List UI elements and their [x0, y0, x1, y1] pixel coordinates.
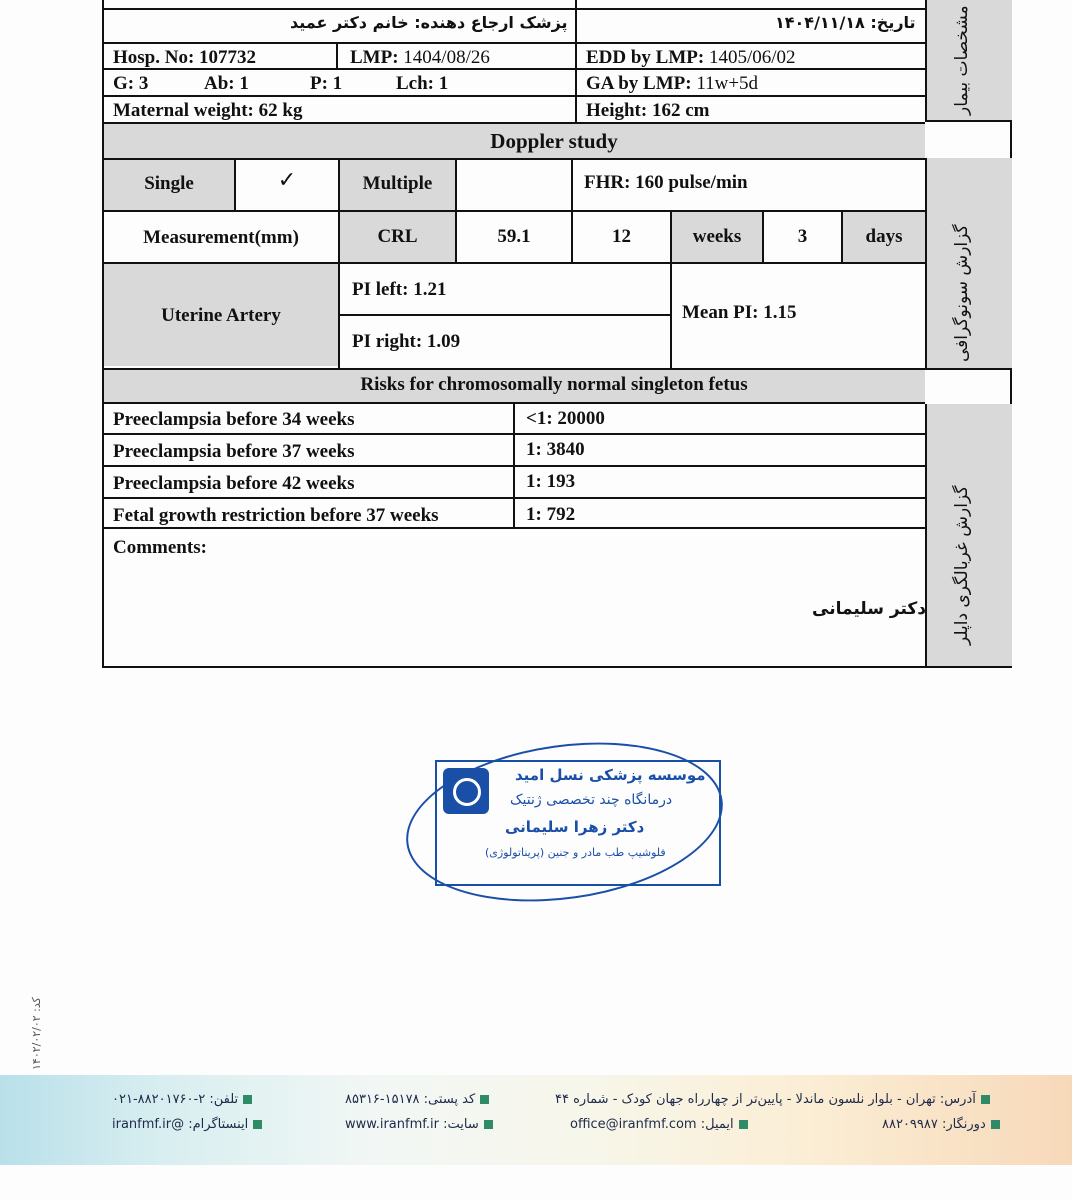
- footer-fax: دورنگار: ۸۸۲۰۹۹۸۷: [882, 1117, 1000, 1132]
- margin-code: کد: ۱۴۰۲/۰۲/۰۲: [30, 997, 43, 1070]
- clinic-stamp: [405, 740, 725, 900]
- footer-site: سایت: www.iranfmf.ir: [345, 1117, 493, 1132]
- single-label: Single: [144, 173, 194, 194]
- lmp: 1404/08/26: [403, 47, 490, 68]
- stamp-line-2: درمانگاه چند تخصصی ژنتیک: [510, 792, 673, 808]
- para: P: 1: [310, 73, 343, 94]
- footer-phone: تلفن: ۲-۸۸۲۰۱۷۶۰-۰۲۱: [112, 1092, 252, 1107]
- maternal-weight: Maternal weight: 62 kg: [113, 100, 303, 121]
- crl-value: 59.1: [497, 226, 531, 247]
- multiple-label: Multiple: [362, 173, 433, 194]
- risk-label: Preeclampsia before 37 weeks: [113, 441, 355, 462]
- days-value: 3: [797, 226, 808, 247]
- weeks-value: 12: [612, 226, 631, 247]
- abortion: Ab: 1: [204, 73, 249, 94]
- pi-right: PI right: 1.09: [352, 331, 461, 352]
- side-label-patient: مشخصات بیمار: [952, 5, 972, 115]
- footer-email: ایمیل: office@iranfmf.com: [570, 1117, 748, 1132]
- stamp-logo-icon: [443, 768, 489, 814]
- days-label: days: [865, 226, 903, 247]
- footer-postal: کد پستی: ۱۵۱۷۸-۸۵۳۱۶: [345, 1092, 489, 1107]
- hosp-no: 107732: [199, 47, 257, 68]
- stamp-line-3: دکتر زهرا سلیمانی: [505, 818, 645, 836]
- footer-address: آدرس: تهران - بلوار نلسون ماندلا - پایین‌تر از چهارراه جهان کودک - شماره ۴۴: [555, 1092, 990, 1107]
- comments-label: Comments:: [113, 537, 207, 558]
- risk-value: 1: 3840: [526, 439, 585, 460]
- side-label-sonography: گزارش سونوگرافی: [952, 224, 972, 362]
- edd-label: EDD by LMP:: [586, 47, 705, 68]
- referring-doctor: پزشک ارجاع دهنده: خانم دکتر عمید: [290, 13, 568, 32]
- weeks-label: weeks: [692, 226, 742, 247]
- hosp-no-label: Hosp. No:: [113, 47, 195, 68]
- pi-left: PI left: 1.21: [352, 279, 447, 300]
- stamp-line-1: موسسه پزشکی نسل امید: [515, 766, 706, 784]
- risk-label: Preeclampsia before 34 weeks: [113, 409, 355, 430]
- risk-label: Preeclampsia before 42 weeks: [113, 473, 355, 494]
- uterine-artery-label: Uterine Artery: [161, 305, 281, 326]
- risk-label: Fetal growth restriction before 37 weeks: [113, 505, 439, 526]
- living-children: Lch: 1: [396, 73, 449, 94]
- crl-label: CRL: [377, 226, 418, 247]
- edd: 1405/06/02: [708, 47, 796, 68]
- risks-title: Risks for chromosomally normal singleton fetus: [360, 374, 748, 395]
- risk-value: <1: 20000: [526, 408, 605, 429]
- mean-pi: Mean PI: 1.15: [682, 302, 797, 323]
- single-check-mark: ✓: [277, 168, 297, 193]
- stamp-line-4: فلوشیپ طب مادر و جنین (پریناتولوژی): [485, 846, 666, 859]
- ga-label: GA by LMP:: [586, 73, 692, 94]
- signature-name: دکتر سلیمانی: [812, 599, 927, 619]
- footer-instagram: اینستاگرام: @iranfmf.ir: [112, 1117, 262, 1132]
- doppler-study-title: Doppler study: [490, 129, 618, 153]
- risk-value: 1: 193: [526, 471, 576, 492]
- lmp-label: LMP:: [350, 47, 399, 68]
- height: Height: 162 cm: [586, 100, 710, 121]
- fhr: FHR: 160 pulse/min: [584, 172, 748, 193]
- measurement-label: Measurement(mm): [143, 227, 299, 248]
- gravida: G: 3: [113, 73, 149, 94]
- risk-value: 1: 792: [526, 504, 576, 525]
- ga: 11w+5d: [696, 73, 759, 94]
- report-date: تاریخ: ۱۴۰۴/۱۱/۱۸: [775, 13, 916, 32]
- side-label-screening: گزارش غربالگری داپلر: [952, 485, 972, 645]
